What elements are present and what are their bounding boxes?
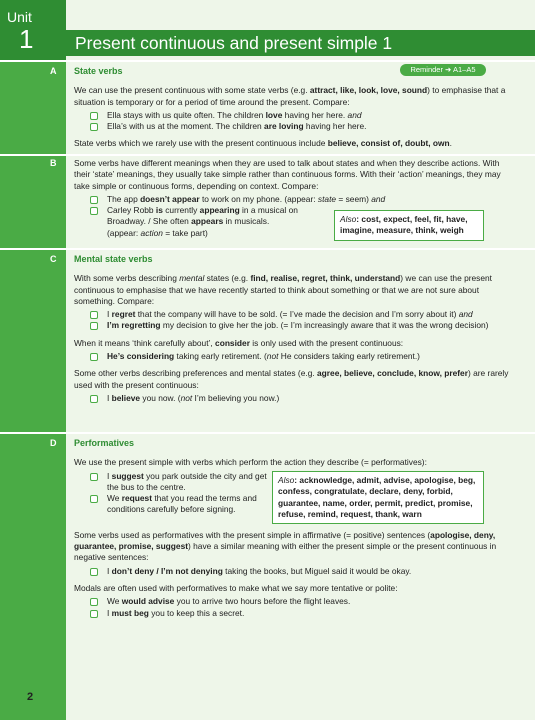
example-item: I suggest you park outside the city and get the bus to the centre. xyxy=(74,471,269,494)
example-item: Ella stays with us quite often. The children love having her here. and xyxy=(74,110,512,121)
section-divider-d xyxy=(0,432,535,434)
section-letter-b: B xyxy=(50,158,57,168)
checkbox-icon xyxy=(90,610,98,618)
example-item: The app doesn’t appear to work on my phone. (appear: state = seem) and xyxy=(74,194,512,205)
checkbox-icon xyxy=(90,598,98,606)
checkbox-icon xyxy=(90,568,98,576)
checkbox-icon xyxy=(90,473,98,481)
section-c-intro: With some verbs describing mental states (e.g. find, realise, regret, think, understand) we can use the present continuous to emphasise that we have recently started to think about something or that we are not sure about something. Compare: xyxy=(74,273,493,306)
page-number: 2 xyxy=(27,691,34,703)
checkbox-icon xyxy=(90,196,98,204)
example-item: I must beg you to keep this a secret. xyxy=(74,608,512,619)
checkbox-icon xyxy=(90,207,98,215)
section-a-note: State verbs which we rarely use with the present continuous include believe, consist of, doubt, own. xyxy=(74,138,452,149)
section-divider-a xyxy=(0,60,535,62)
section-d-intro: We use the present simple with verbs which perform the action they describe (= performatives): xyxy=(74,457,427,468)
title-bar xyxy=(66,30,535,56)
section-b-intro: Some verbs have different meanings when they are used to talk about states and when they describe actions. With their ‘state’ meanings, they usually take simple rather than continuous forms. With their ‘action’ meanings, they may take simple or continuous forms, depending on context. Compare: xyxy=(74,158,501,191)
section-b xyxy=(74,158,512,239)
also-box-b: Also: cost, expect, feel, fit, have, imagine, measure, think, weigh xyxy=(334,210,484,241)
section-letter-d: D xyxy=(50,438,57,448)
checkbox-icon xyxy=(90,353,98,361)
reminder-link[interactable]: Reminder ➜ A1–A5 xyxy=(400,64,486,76)
checkbox-icon xyxy=(90,112,98,120)
example-item: He’s considering taking early retirement. (not He considers taking early retirement.) xyxy=(74,351,512,362)
section-d-affirmative: Some verbs used as performatives with the present simple in affirmative (= positive) sentences (apologise, deny, guarantee, promise, suggest) have a similar meaning with either the present simple or the present continuous in negative sentences: xyxy=(74,529,497,563)
page-title: Present continuous and present simple 1 xyxy=(75,33,393,53)
section-d-heading: Performatives xyxy=(74,438,135,448)
section-a xyxy=(74,66,512,156)
example-item: I regret that the company will have to be sold. (= I’ve made the decision and I’m sorry about it) and xyxy=(74,309,512,320)
checkbox-icon xyxy=(90,311,98,319)
example-item: Carley Robb is currently appearing in a musical on Broadway. / She often appears in musicals. (appear: action = take part) xyxy=(74,205,302,239)
example-item: We request that you read the terms and conditions carefully before signing. xyxy=(74,493,269,516)
section-letter-c: C xyxy=(50,254,57,264)
checkbox-icon xyxy=(90,322,98,330)
sidebar xyxy=(0,0,66,720)
example-item: I don’t deny / I’m not denying taking the books, but Miguel said it would be okay. xyxy=(74,566,512,577)
unit-badge xyxy=(0,0,66,62)
example-item: I believe you now. (not I’m believing you now.) xyxy=(74,393,512,404)
section-a-heading: State verbs xyxy=(74,66,123,76)
unit-number: 1 xyxy=(19,24,34,54)
section-c-preferences: Some other verbs describing preferences and mental states (e.g. agree, believe, conclude, know, prefer) are rarely used with the present continuous: xyxy=(74,368,509,390)
checkbox-icon xyxy=(90,395,98,403)
checkbox-icon xyxy=(90,495,98,503)
example-item: I’m regretting my decision to give her the job. (= I’m increasingly aware that it was the wrong decision) xyxy=(74,320,512,331)
also-box-d: Also: acknowledge, admit, advise, apologise, beg, confess, congratulate, declare, deny, forbid, guarantee, name, order, permit, predict, promise, refuse, remind, request, thank, warn xyxy=(272,471,484,524)
section-c xyxy=(74,254,512,404)
example-item: We would advise you to arrive two hours before the flight leaves. xyxy=(74,596,512,607)
unit-label: Unit xyxy=(7,9,32,25)
section-divider-c xyxy=(0,248,535,250)
section-c-heading: Mental state verbs xyxy=(74,254,153,264)
section-d xyxy=(74,438,512,619)
section-a-intro: We can use the present continuous with some state verbs (e.g. attract, like, look, love, sound) to emphasise that a situation is temporary or for a period of time around the present. Compare: xyxy=(74,85,506,107)
checkbox-icon xyxy=(90,123,98,131)
section-c-consider: When it means ‘think carefully about’, consider is only used with the present continuous: xyxy=(74,337,404,348)
section-d-modals: Modals are often used with performatives to make what we say more tentative or polite: xyxy=(74,582,398,593)
example-item: Ella’s with us at the moment. The children are loving having her here. xyxy=(74,121,512,132)
section-letter-a: A xyxy=(50,66,57,76)
